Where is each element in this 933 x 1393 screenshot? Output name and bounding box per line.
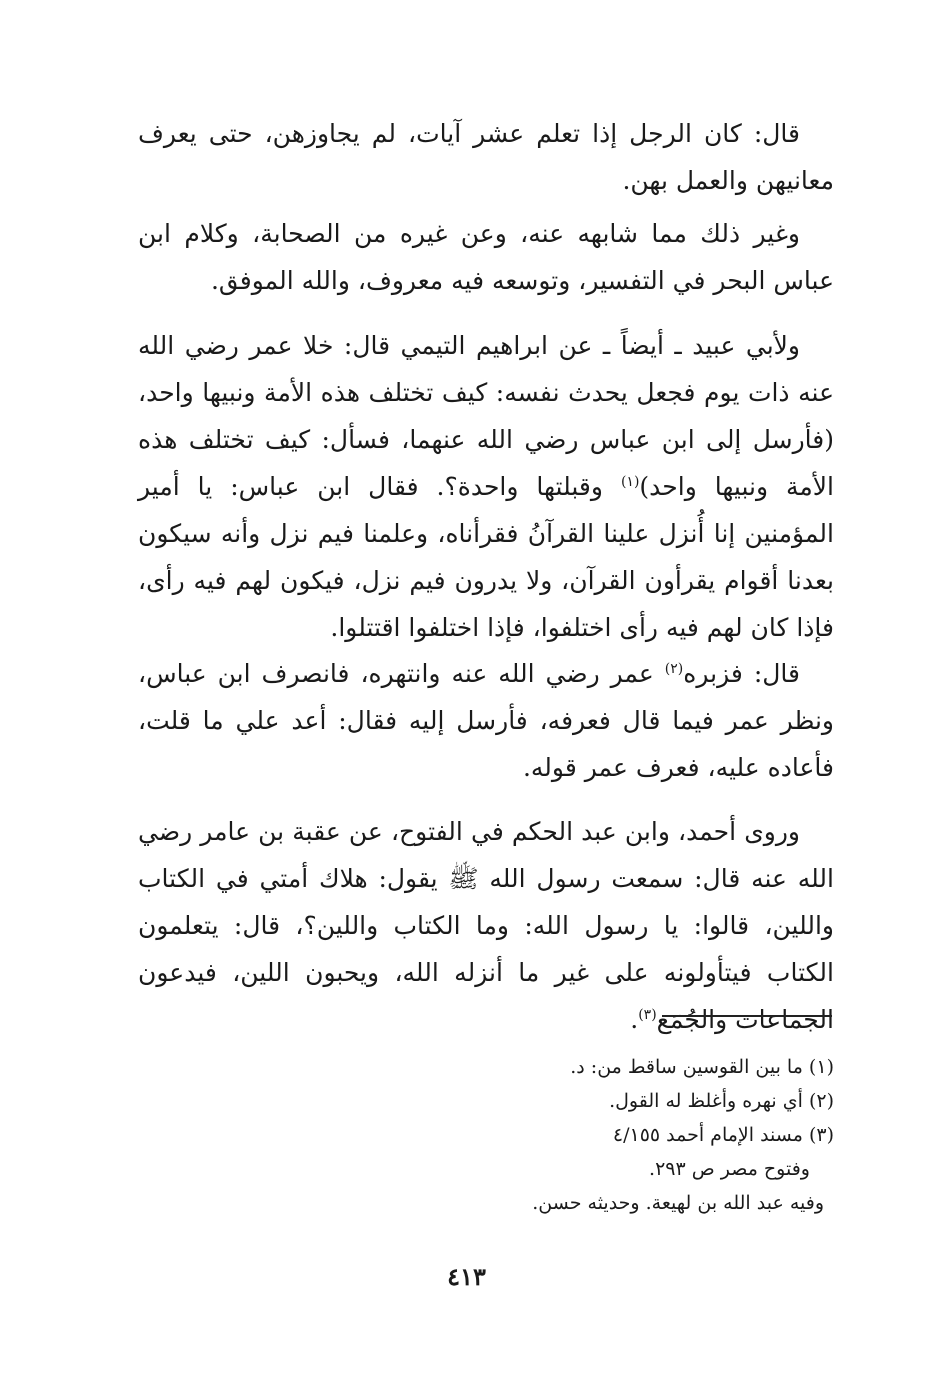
footnote-3-continuation-2: وفيه عبد الله بن لهيعة. وحديثه حسن. xyxy=(532,1192,824,1214)
paragraph-2 xyxy=(138,210,834,304)
paragraph-4-text xyxy=(138,650,834,791)
paragraph-2-text: وغير ذلك مما شابهه عنه، وعن غيره من الصحابة، وكلام ابن عباس البحر في التفسير، وتوسعه فيه معروف، والله الموفق. xyxy=(138,219,834,295)
paragraph-5-part-1: وروى أحمد، وابن عبد الحكم في الفتوح، عن عقبة بن عامر رضي الله عنه قال: سمعت رسول الله ﷺ يقول: هلاك أمتي في الكتاب واللين، قالوا: يا رسول الله: وما الكتاب واللين؟، قال: يتعلمون الكتاب فيتأولونه على غير ما أنزله الله، ويحبون اللين، فيدعون الجماعات والجُمَع xyxy=(138,817,834,1034)
paragraph-3 xyxy=(138,322,834,651)
paragraph-5-text xyxy=(138,808,834,1043)
footnote-2: (٢) أي نهره وأغلظ له القول. xyxy=(609,1090,834,1112)
footnotes xyxy=(400,1050,834,1220)
paragraph-3-part-2: وقبلتها واحدة؟. فقال ابن عباس: يا أمير المؤمنين إنا أُنزل علينا القرآنُ فقرأناه، وعلمنا فيم نزل وأنه سيكون بعدنا أقوام يقرأون القرآن، ولا يدرون فيم نزل، فيكون لهم فيه رأى، فإذا كان لهم فيه رأى اختلفوا، فإذا اختلفوا اقتتلوا. xyxy=(138,472,834,642)
paragraph-5 xyxy=(138,808,834,1043)
paragraph-3-text xyxy=(138,322,834,651)
paragraph-4 xyxy=(138,650,834,791)
footnote-ref-3: (٣) xyxy=(638,1007,657,1023)
paragraph-1-text: قال: كان الرجل إذا تعلم عشر آيات، لم يجاوزهن، حتى يعرف معانيهن والعمل بهن. xyxy=(138,119,834,195)
footnote-3-continuation-1: وفتوح مصر ص ٢٩٣. xyxy=(649,1158,810,1180)
footnote-ref-1: (١) xyxy=(620,474,640,490)
page-number: ٤١٣ xyxy=(447,1262,486,1291)
footnote-1: (١) ما بين القوسين ساقط من: د. xyxy=(570,1056,834,1078)
paragraph-4-part-1: قال: فزبره xyxy=(683,659,800,688)
paragraph-5-part-2: . xyxy=(630,1005,639,1034)
paragraph-1 xyxy=(138,110,834,204)
footnote-3: (٣) مسند الإمام أحمد ٤/١٥٥ xyxy=(612,1124,834,1146)
paragraph-3-part-1: ولأبي عبيد ـ أيضاً ـ عن ابراهيم التيمي قال: خلا عمر رضي الله عنه ذات يوم فجعل يحدث نفسه: كيف تختلف هذه الأمة ونبيها واحد، (فأرسل إلى ابن عباس رضي الله عنهما، فسأل: كيف تختلف هذه الأمة ونبيها واحد) xyxy=(138,331,835,501)
footnote-divider xyxy=(662,1015,832,1017)
paragraph-4-part-2: عمر رضي الله عنه وانتهره، فانصرف ابن عباس، ونظر عمر فيما قال فعرفه، فأرسل إليه فقال: أعد علي ما قلت، فأعاده عليه، فعرف عمر قوله. xyxy=(138,659,834,782)
footnote-ref-2: (٢) xyxy=(664,661,684,677)
